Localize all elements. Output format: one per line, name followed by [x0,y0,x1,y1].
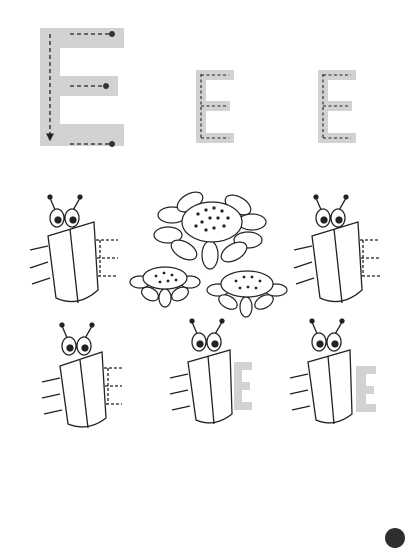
beetle-bottom-right [290,319,376,424]
tracing-letter-e-2 [318,70,356,143]
flower-small-left [130,267,200,307]
page-number-badge [385,528,405,548]
big-letter-e [40,28,124,147]
beetle-bottom-left [42,323,122,428]
beetle-top-right [294,195,380,303]
flower-large [154,188,266,269]
flower-small-right [207,271,287,317]
beetle-top-left [30,195,118,303]
beetle-bottom-middle [170,319,252,424]
tracing-letter-e-1 [196,70,234,143]
